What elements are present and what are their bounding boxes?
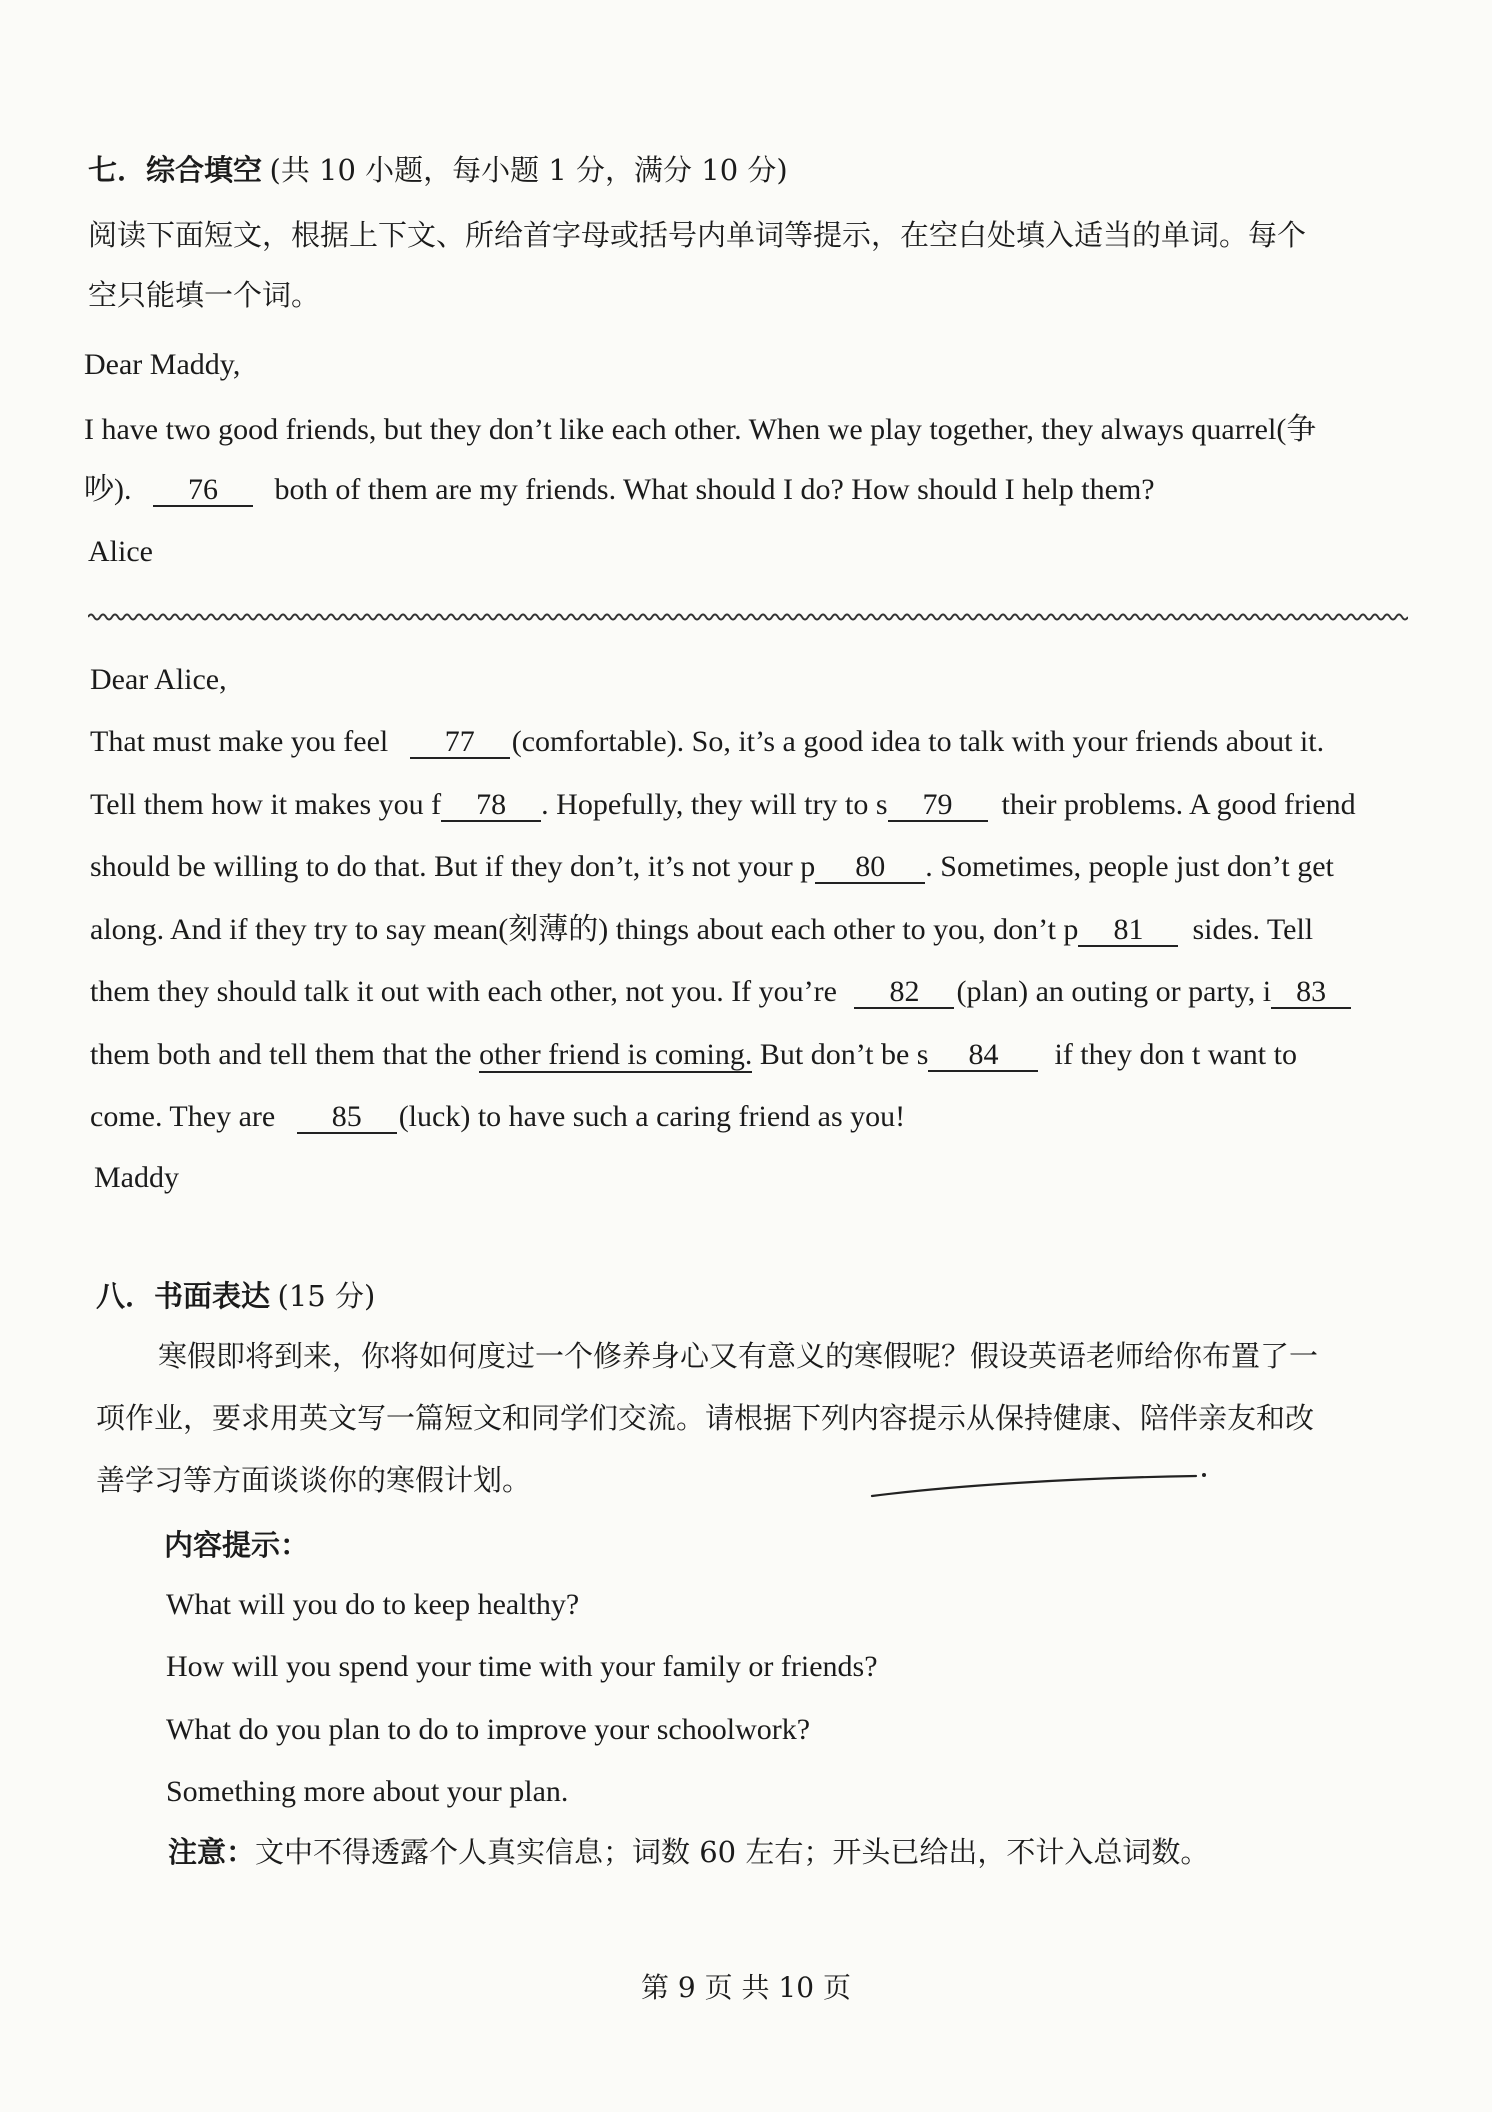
note-label: 注意： [168,1835,256,1869]
note-text: 文中不得透露个人真实信息；词数 60 左右；开头已给出，不计入总词数。 [255,1835,1210,1869]
handwritten-pen-stroke [870,1462,1210,1502]
letter1-line-2-start: 吵). [84,473,132,506]
blank-78[interactable]: 78 [441,790,541,822]
blank-80[interactable]: 80 [815,852,925,884]
section-8-para-2: 项作业，要求用英文写一篇短文和同学们交流。请根据下列内容提示从保持健康、陪伴亲友和改 [96,1401,1315,1435]
letter2-line-3-end: . Sometimes, people just don’t get [925,850,1334,883]
letter2-line-3-start: should be willing to do that. But if they don’t, it’s not your p [90,850,816,883]
section-7-score-note: (共 10 小题，每小题 1 分，满分 10 分) [269,153,788,187]
letter2-line-1-start: That must make you feel [90,725,389,758]
blank-77[interactable]: 77 [410,727,510,759]
letter2-line-5-start: them they should talk it out with each other, not you. If you’re [90,975,837,1008]
letter2-line-2 [90,785,1356,825]
letter2-line-4-start: along. And if they try to say mean(刻薄的) things about each other to you, don’t p [90,913,1079,946]
underlined-phrase: other friend is coming. [479,1038,753,1071]
letter2-line-6-end: if they don t want to [1054,1038,1297,1071]
hint-label: 内容提示： [164,1528,310,1562]
section-8-para-3: 善学习等方面谈谈你的寒假计划。 [96,1463,532,1497]
section-8-para-1: 寒假即将到来，你将如何度过一个修养身心又有意义的寒假呢？假设英语老师给你布置了一 [158,1339,1319,1373]
hint-item-2: How will you spend your time with your family or friends? [166,1650,878,1683]
instruction-line-2: 空只能填一个词。 [88,278,321,312]
letter2-line-7-end: (luck) to have such a caring friend as you! [398,1100,906,1133]
letter2-line-2-start: Tell them how it makes you f [90,788,442,821]
letter2-line-5 [90,972,1351,1012]
letter2-line-3 [90,847,1334,887]
hint-item-3: What do you plan to do to improve your schoolwork? [166,1713,811,1746]
letter2-line-1-end: (comfortable). So, it’s a good idea to talk with your friends about it. [511,725,1325,758]
note-line [168,1832,1209,1873]
section-8-title: 八．书面表达 [96,1279,271,1313]
page-number: 第 9 页 共 10 页 [641,1971,851,2004]
letter1-line-2-end: both of them are my friends. What should I do? How should I help them? [274,473,1155,506]
blank-76[interactable]: 76 [153,475,253,507]
section-7-title: 七．综合填空 [88,153,263,187]
blank-79[interactable]: 79 [888,790,988,822]
section-8-score: (15 分) [277,1279,376,1313]
letter1-line-1: I have two good friends, but they don’t like each other. When we play together, they always quarrel(争 [84,413,1317,446]
letter1-greeting: Dear Maddy, [84,348,241,381]
letter1-signature: Alice [88,535,153,568]
letter2-line-4-end: sides. Tell [1192,913,1314,946]
letter2-line-2-end: their problems. A good friend [1001,788,1356,821]
letter2-line-6-start: them both and tell them that the [90,1038,472,1071]
blank-82[interactable]: 82 [854,977,954,1009]
letter2-line-4 [90,910,1313,950]
letter2-line-6-mid: But don’t be s [759,1038,929,1071]
blank-83[interactable]: 83 [1271,977,1351,1009]
wavy-divider [88,610,1408,624]
section-7-heading [88,150,788,191]
letter2-line-1 [90,722,1324,762]
letter2-line-6 [90,1035,1297,1075]
instruction-line-1: 阅读下面短文，根据上下文、所给首字母或括号内单词等提示，在空白处填入适当的单词。每个 [88,218,1307,252]
hint-item-1: What will you do to keep healthy? [166,1588,580,1621]
letter2-line-2-mid: . Hopefully, they will try to s [541,788,888,821]
letter1-line-2 [84,470,1155,510]
letter2-signature: Maddy [94,1161,179,1194]
letter2-line-7-start: come. They are [90,1100,276,1133]
hint-item-4: Something more about your plan. [166,1775,569,1808]
blank-81[interactable]: 81 [1078,915,1178,947]
letter2-line-7 [90,1097,905,1137]
blank-85[interactable]: 85 [297,1102,397,1134]
letter2-line-5-mid: (plan) an outing or party, i [956,975,1272,1008]
blank-84[interactable]: 84 [928,1040,1038,1072]
section-8-heading [96,1276,375,1317]
letter2-greeting: Dear Alice, [90,663,227,696]
